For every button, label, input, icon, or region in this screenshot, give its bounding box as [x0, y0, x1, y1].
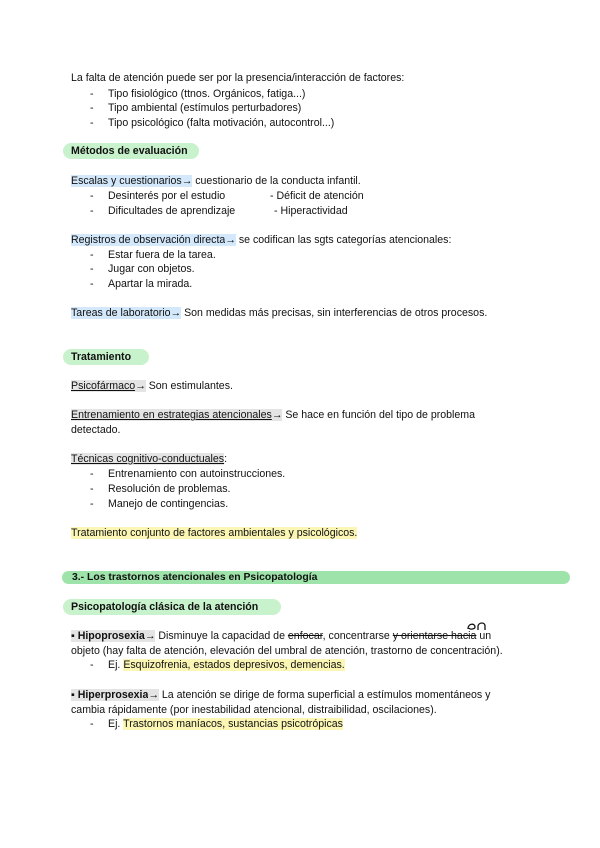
list-dash: -	[90, 205, 94, 217]
hiperprosexia-text: La atención se dirige de forma superficial a estímulos momentáneos y	[158, 689, 491, 701]
psicofarmaco-line	[71, 379, 233, 393]
ej-prefix: Ej.	[108, 718, 124, 730]
list-dash: -	[90, 278, 94, 290]
tareas-rest: Son medidas más precisas, sin interferencias de otros procesos.	[181, 307, 488, 319]
arrow-icon: →	[170, 307, 182, 319]
list-item-text: Entrenamiento con autoinstrucciones.	[108, 468, 286, 480]
list-dash: -	[90, 190, 94, 202]
list-dash: -	[90, 498, 94, 510]
escalas-rest: cuestionario de la conducta infantil.	[192, 175, 361, 187]
registros-rest: se codifican las sgts categorías atencionales:	[235, 234, 452, 246]
tecnicas-colon: :	[224, 453, 228, 465]
subheading-psicopatologia: Psicopatología clásica de la atención	[63, 599, 281, 615]
hiperprosexia-line	[71, 688, 490, 702]
list-dash: -	[90, 263, 94, 275]
tareas-label: Tareas de laboratorio	[71, 307, 171, 319]
intro-text: La falta de atención puede ser por la presencia/interacción de factores:	[71, 72, 405, 84]
ej-text: Esquizofrenia, estados depresivos, demencias.	[123, 659, 345, 671]
tareas-line	[71, 306, 487, 320]
arrow-icon: →	[225, 234, 236, 246]
struck-text: enfocar	[287, 630, 323, 642]
list-dash: -	[90, 88, 94, 100]
hipoprosexia-line	[71, 629, 491, 643]
registros-line	[71, 233, 451, 247]
conjunto-line	[71, 526, 357, 540]
list-item-text: Tipo fisiológico (ttnos. Orgánicos, fatiga...)	[108, 88, 306, 100]
arrow-icon: →	[271, 409, 283, 421]
list-dash: -	[90, 468, 94, 480]
list-item-text: Desinterés por el estudio	[108, 190, 226, 202]
escalas-line	[71, 174, 361, 188]
entrenamiento-rest: Se hace en función del tipo de problema	[282, 409, 476, 421]
entrenamiento-line-2: detectado.	[71, 424, 121, 436]
list-item-text: Tipo psicológico (falta motivación, autocontrol...)	[108, 117, 335, 129]
ej-text: Trastornos maníacos, sustancias psicotrópicas	[123, 718, 343, 730]
list-item-text	[108, 717, 343, 731]
entrenamiento-label: Entrenamiento en estrategias atencionales	[71, 409, 272, 421]
list-item-text: Resolución de problemas.	[108, 483, 231, 495]
list-item-text: Manejo de contingencias.	[108, 498, 229, 510]
ej-prefix: Ej.	[108, 659, 124, 671]
list-dash: -	[90, 659, 94, 671]
tecnicas-line	[71, 452, 227, 466]
arrow-icon: →	[148, 689, 159, 701]
section-heading-tratamiento: Tratamiento	[63, 349, 149, 365]
hipoprosexia-label: ▪ Hipoprosexia	[71, 630, 145, 642]
list-item-text	[108, 658, 345, 672]
list-item-text: Estar fuera de la tarea.	[108, 249, 216, 261]
list-dash: -	[90, 718, 94, 730]
tecnicas-label: Técnicas cognitivo-conductuales	[71, 453, 225, 465]
arrow-icon: →	[181, 175, 193, 187]
struck-text: y orientarse hacia	[392, 630, 477, 642]
hiperprosexia-line-2: cambia rápidamente (por inestabilidad atencional, distraibilidad, oscilaciones).	[71, 704, 437, 716]
list-item-text: Apartar la mirada.	[108, 278, 193, 290]
entrenamiento-line	[71, 408, 475, 422]
psicofarmaco-label: Psicofármaco	[71, 380, 136, 392]
escalas-label: Escalas y cuestionarios	[71, 175, 182, 187]
list-item-text: - Déficit de atención	[270, 190, 364, 202]
section-title-bar	[62, 571, 570, 584]
psicofarmaco-rest: Son estimulantes.	[145, 380, 233, 392]
arrow-icon: →	[135, 380, 146, 392]
section-heading-metodos: Métodos de evaluación	[63, 143, 199, 159]
hipoprosexia-text: un	[476, 630, 492, 642]
list-dash: -	[90, 249, 94, 261]
hipoprosexia-text: Disminuye la capacidad de	[155, 630, 288, 642]
list-item-text: Jugar con objetos.	[108, 263, 195, 275]
list-dash: -	[90, 102, 94, 114]
hipoprosexia-line-2: objeto (hay falta de atención, elevación del umbral de atención, trastorno de concentración).	[71, 645, 503, 657]
hiperprosexia-label: ▪ Hiperprosexia	[71, 689, 149, 701]
conjunto-text: Tratamiento conjunto de factores ambientales y psicológicos.	[71, 527, 358, 539]
list-item-text: - Hiperactividad	[274, 205, 348, 217]
list-item-text: Dificultades de aprendizaje	[108, 205, 236, 217]
list-dash: -	[90, 117, 94, 129]
section-title: 3.- Los trastornos atencionales en Psicopatología	[72, 572, 318, 583]
arrow-icon: →	[144, 630, 156, 642]
list-item-text: Tipo ambiental (estímulos perturbadores)	[108, 102, 302, 114]
list-dash: -	[90, 483, 94, 495]
hipoprosexia-text: , concentrarse	[322, 630, 393, 642]
registros-label: Registros de observación directa	[71, 234, 226, 246]
